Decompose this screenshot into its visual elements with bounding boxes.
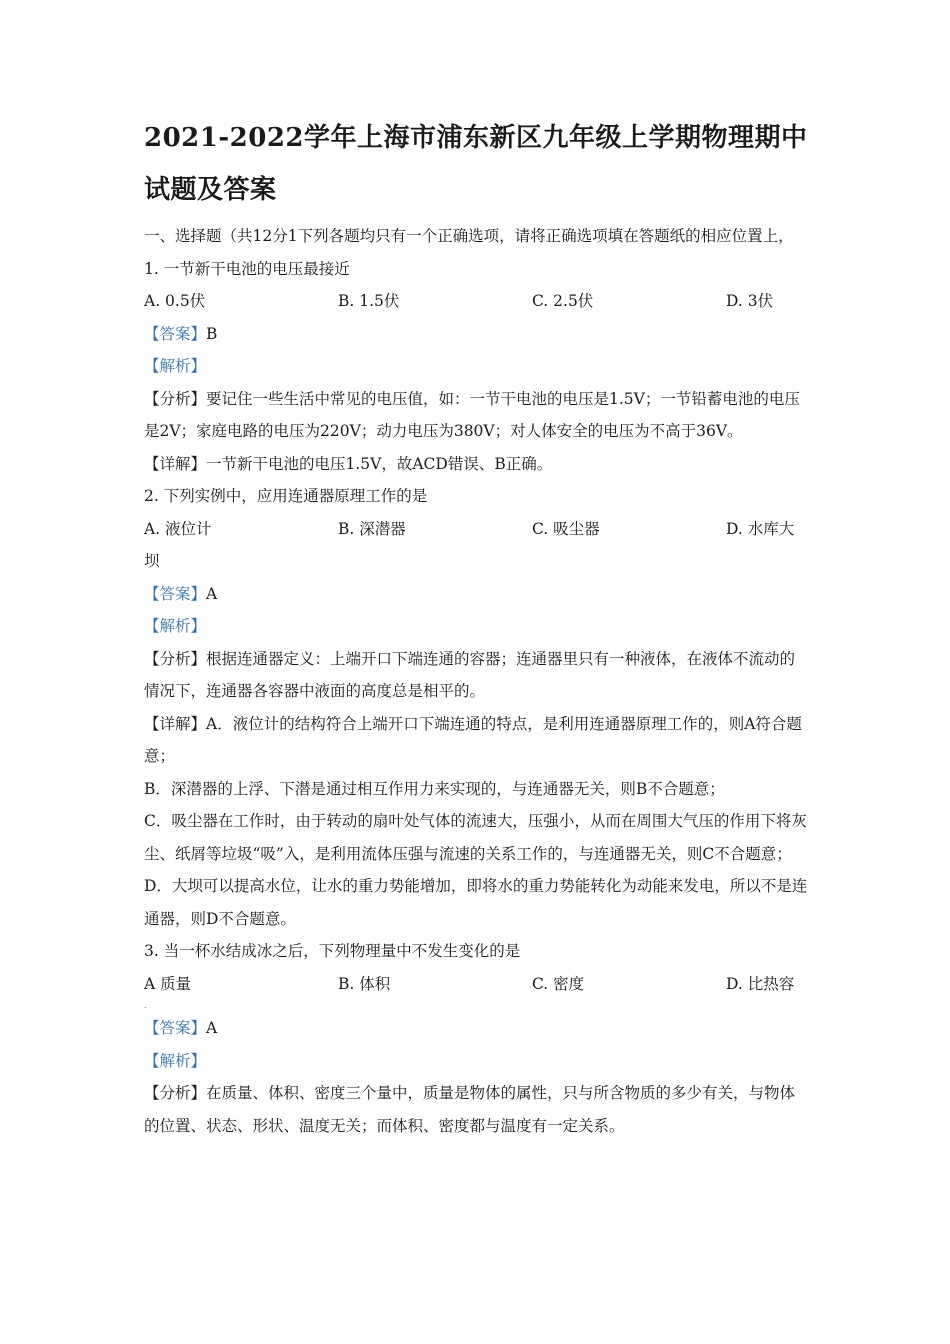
q1-option-c: C. 2.5伏 <box>532 292 594 310</box>
q2-option-d: D. 水库大 <box>726 519 795 538</box>
q3-answer-value: A <box>206 1019 218 1037</box>
q2-line-b: B．深潜器的上浮、下潜是通过相互作用力来实现的，与连通器无关，则B不合题意； <box>144 779 725 798</box>
q2-xiangjie-text: A．液位计的结构符合上端开口下端连通的特点，是利用连通器原理工作的，则A符合题意； <box>144 714 802 765</box>
fenxi-tag: 【分析】 <box>144 649 207 668</box>
q2-stem: 2. 下列实例中，应用连通器原理工作的是 <box>144 487 428 505</box>
fenxi-tag: 【分析】 <box>144 389 207 408</box>
q2-option-wrap: 坝 <box>144 552 160 570</box>
q2-line-c: C．吸尘器在工作时，由于转动的扇叶处气体的流速大，压强小，从而在周围大气压的作用下将灰尘、纸屑等垃圾“吸”入，是利用流体压强与流速的关系工作的，与连通器无关，则C不合题意； <box>144 812 807 863</box>
fenxi-tag: 【分析】 <box>144 1084 207 1102</box>
q3-options <box>144 968 808 1001</box>
q2-option-a: A. 液位计 <box>144 519 212 538</box>
answer-tag: 【答案】 <box>144 1019 207 1037</box>
q2-answer-value: A <box>206 584 218 603</box>
q2-xiangjie <box>144 708 808 773</box>
q1-fenxi <box>144 383 808 448</box>
analysis-tag: 【解析】 <box>144 1051 207 1070</box>
analysis-tag: 【解析】 <box>144 357 207 375</box>
q3-answer <box>144 1012 808 1045</box>
q3-option-d: D. 比热容 <box>726 974 795 993</box>
q1-option-b: B. 1.5伏 <box>338 292 400 310</box>
q1-answer <box>144 318 808 351</box>
q1-analysis-heading <box>144 350 808 383</box>
q3-option-b: B. 体积 <box>338 974 391 993</box>
q3-option-wrap: . <box>144 1001 147 1010</box>
document-title: 2021-2022学年上海市浦东新区九年级上学期物理期中试题及答案 <box>144 123 808 205</box>
q2-fenxi <box>144 643 808 708</box>
document-page <box>144 112 808 1142</box>
q2-answer <box>144 578 808 611</box>
q1-option-a: A. 0.5伏 <box>144 292 206 310</box>
q2-analysis-heading <box>144 610 808 643</box>
q1-fenxi-text: 要记住一些生活中常见的电压值，如：一节干电池的电压是1.5V；一节铅蓄电池的电压是2V；家庭电路的电压为220V；动力电压为380V；对人体安全的电压为不高于36V。 <box>144 389 800 440</box>
q2-option-c: C. 吸尘器 <box>532 519 600 538</box>
q2-fenxi-text: 根据连通器定义：上端开口下端连通的容器；连通器里只有一种液体，在液体不流动的情况下，连通器各容器中液面的高度总是相平的。 <box>144 649 796 700</box>
answer-tag: 【答案】 <box>144 324 207 343</box>
q3-fenxi-text: 在质量、体积、密度三个量中，质量是物体的属性，只与所含物质的多少有关，与物体的位置、状态、形状、温度无关；而体积、密度都与温度有一定关系。 <box>144 1084 796 1135</box>
q1-xiangjie-text: 一节新干电池的电压1.5V，故ACD错误、B正确。 <box>206 454 553 473</box>
q3-analysis-heading <box>144 1045 808 1078</box>
q3-option-c: C. 密度 <box>532 974 585 993</box>
analysis-tag: 【解析】 <box>144 617 207 635</box>
q2-options <box>144 513 808 546</box>
q1-stem: 1. 一节新干电池的电压最接近 <box>144 259 350 278</box>
q1-answer-value: B <box>206 324 218 343</box>
answer-tag: 【答案】 <box>144 584 207 603</box>
xiangjie-tag: 【详解】 <box>144 454 207 473</box>
q3-fenxi <box>144 1077 808 1142</box>
q3-stem: 3. 当一杯水结成冰之后，下列物理量中不发生变化的是 <box>144 942 521 960</box>
q3-option-a: A 质量 <box>144 974 192 993</box>
section-intro: 一、选择题（共12分1下列各题均只有一个正确选项，请将正确选项填在答题纸的相应位置上， <box>144 227 794 245</box>
q1-xiangjie <box>144 448 808 481</box>
xiangjie-tag: 【详解】 <box>144 714 207 733</box>
q1-option-d: D. 3伏 <box>726 292 774 310</box>
q1-options <box>144 285 808 318</box>
q2-option-b: B. 深潜器 <box>338 519 406 538</box>
q2-line-d: D．大坝可以提高水位，让水的重力势能增加，即将水的重力势能转化为动能来发电，所以不是连通器，则D不合题意。 <box>144 877 808 928</box>
